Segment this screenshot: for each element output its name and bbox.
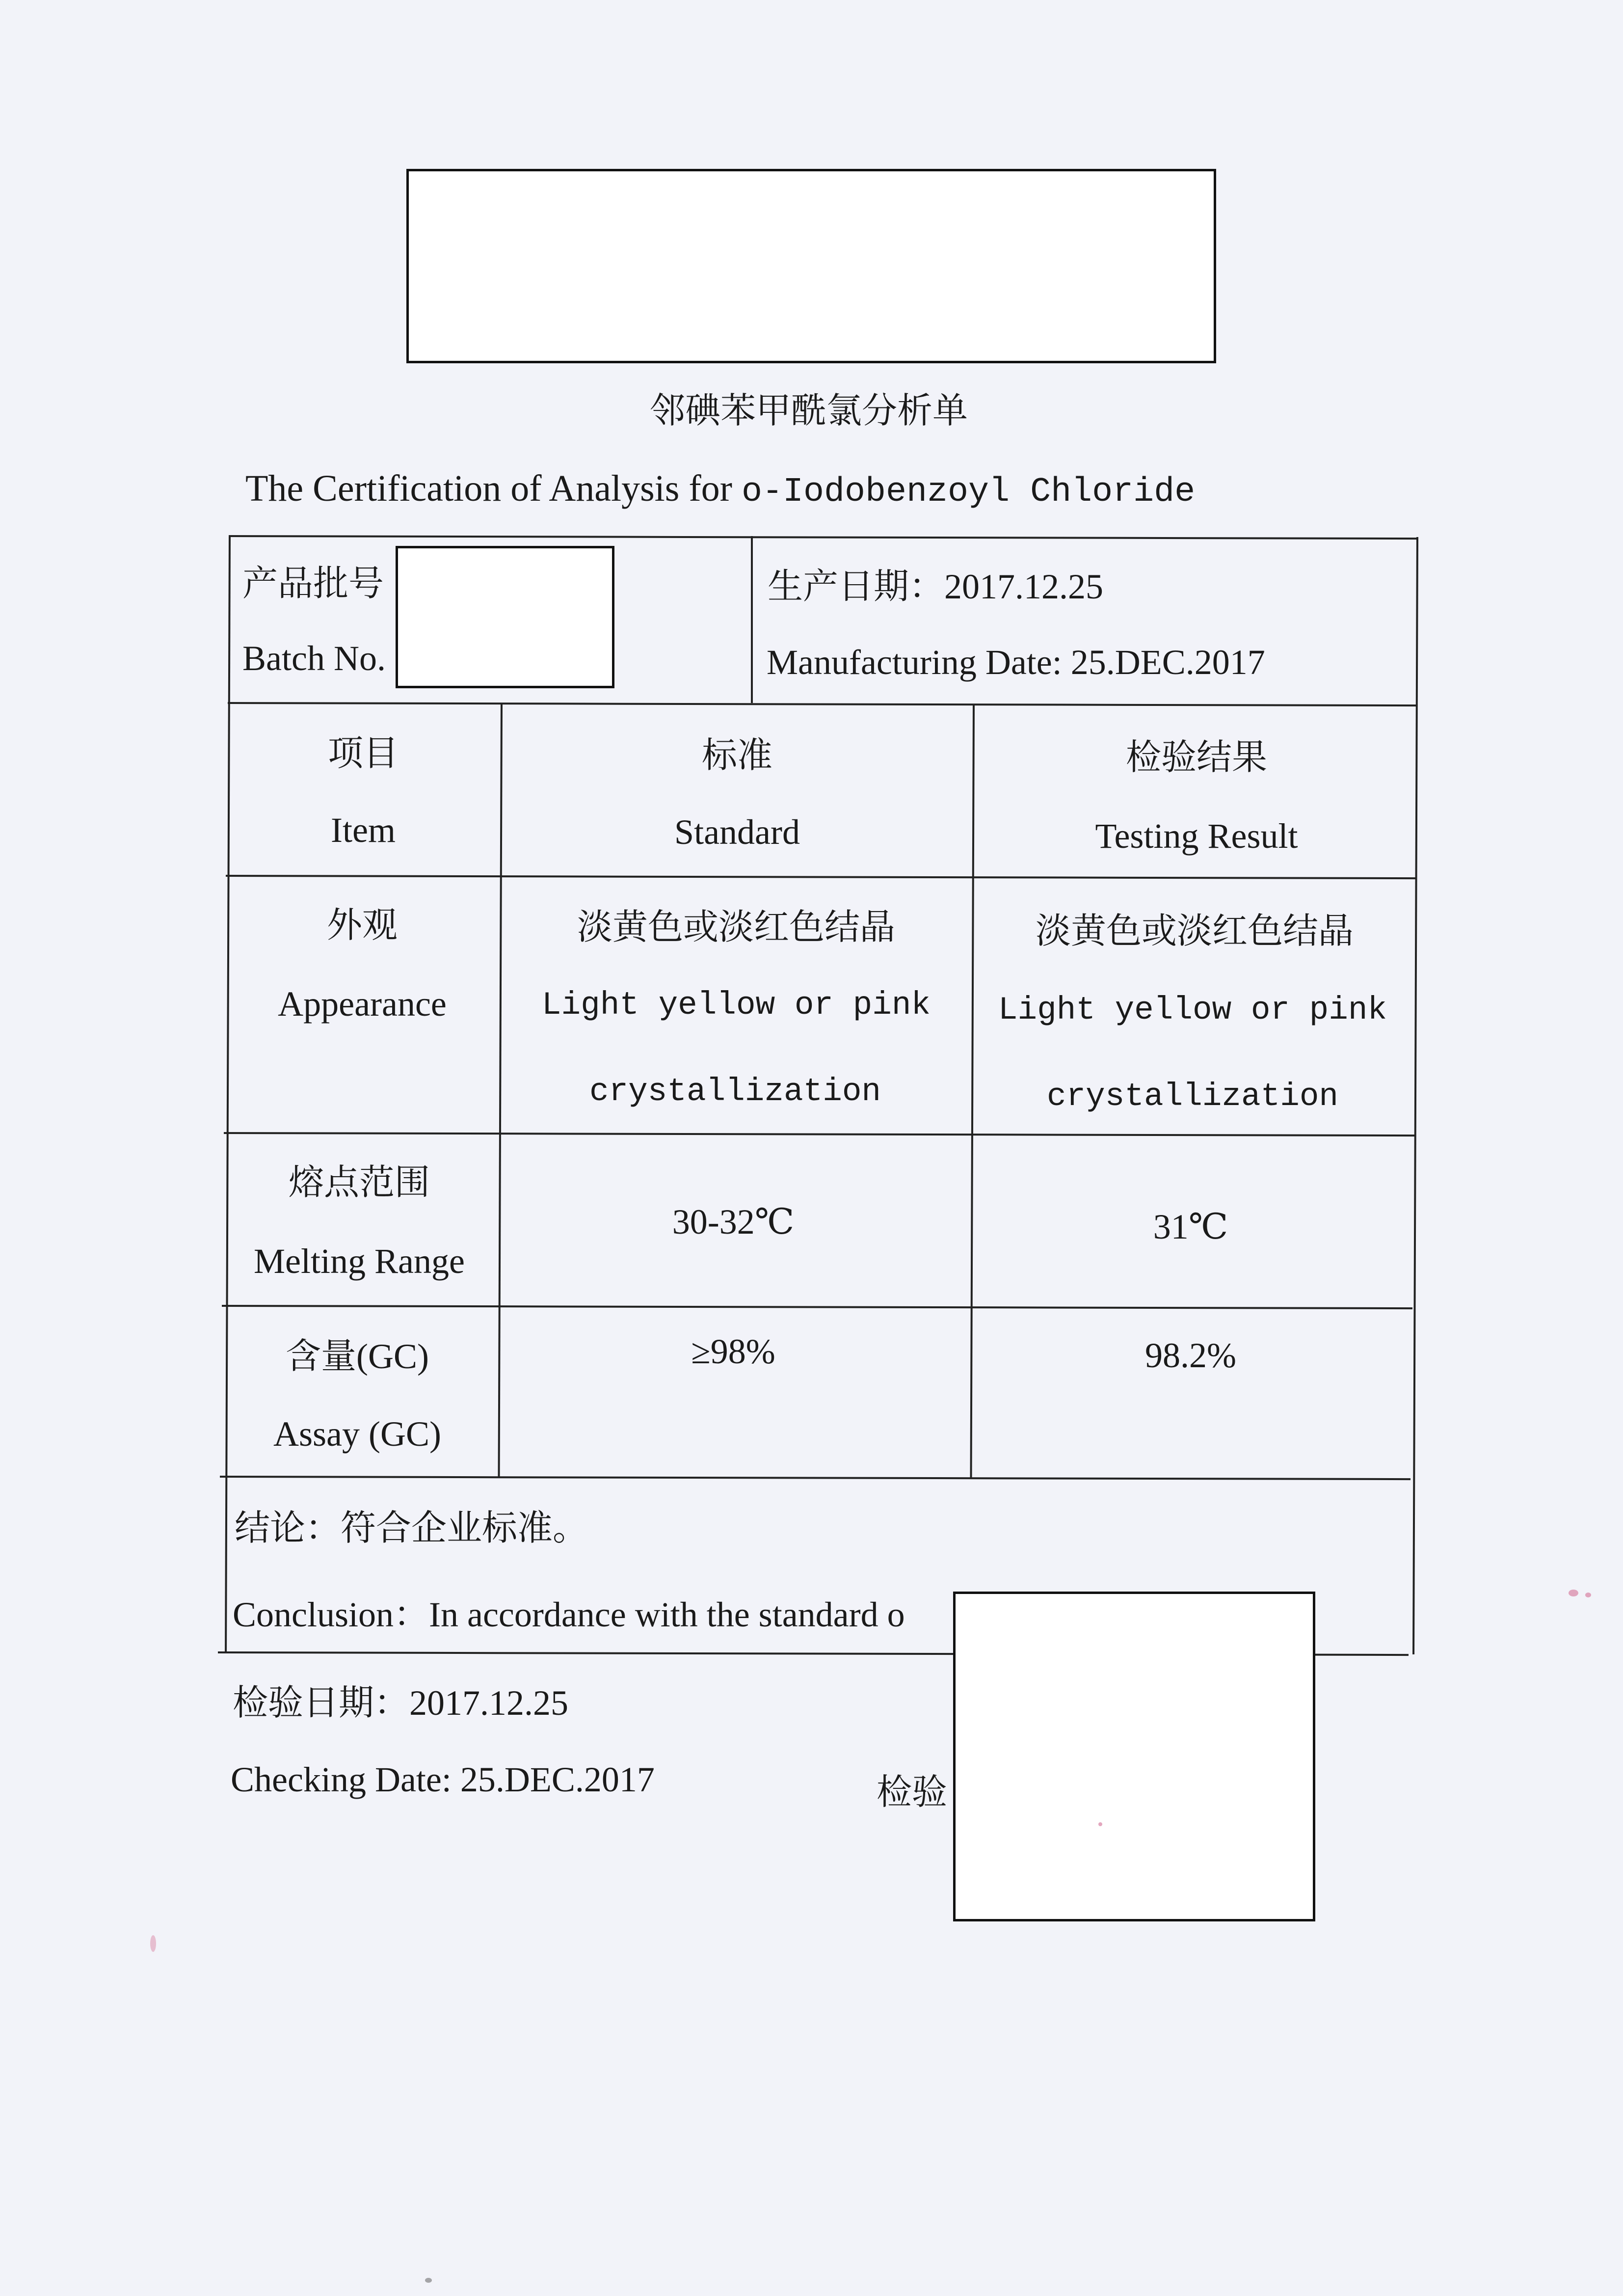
checking-date-en: Checking Date: 25.DEC.2017 (231, 1760, 655, 1799)
rule-row-3 (224, 1132, 1414, 1136)
appearance-standard-en-2: crystallization (589, 1073, 881, 1110)
appearance-standard-cn: 淡黄色或淡红色结晶 (577, 908, 896, 947)
appearance-result-cn: 淡黄色或淡红色结晶 (1035, 912, 1354, 951)
melting-item-en: Melting Range (254, 1242, 465, 1281)
melting-result: 31℃ (1153, 1207, 1228, 1246)
paper-speck (425, 2278, 432, 2283)
assay-item-cn: 含量(GC) (286, 1337, 429, 1376)
header-result-en: Testing Result (1095, 816, 1298, 856)
checking-date-cn: 检验日期：2017.12.25 (233, 1683, 569, 1723)
paper-speck (150, 1935, 156, 1952)
paper-speck (1569, 1590, 1578, 1596)
rule-left (225, 535, 231, 1652)
conclusion-en: Conclusion：In accordance with the standard o (233, 1595, 905, 1634)
melting-item-cn: 熔点范围 (288, 1163, 430, 1202)
melting-standard: 30-32℃ (672, 1202, 795, 1242)
header-item-en: Item (331, 810, 396, 850)
assay-item-en: Assay (GC) (273, 1414, 441, 1454)
header-item-cn: 项目 (327, 734, 399, 773)
batch-label-cn: 产品批号 (242, 564, 384, 603)
redacted-logo-box (406, 169, 1216, 363)
paper-speck (1098, 1822, 1102, 1826)
manufacturing-date-en: Manufacturing Date: 25.DEC.2017 (767, 643, 1265, 682)
rule-batch-divider (751, 536, 753, 703)
rule-row-4 (222, 1305, 1412, 1309)
rule-top (230, 535, 1417, 540)
header-standard-cn: 标准 (701, 736, 773, 775)
redacted-stamp-signature (953, 1592, 1315, 1921)
batch-label-en: Batch No. (242, 639, 386, 678)
appearance-item-en: Appearance (278, 984, 447, 1024)
rule-col-2 (970, 705, 975, 1478)
title-compound-name: o-Iodobenzoyl Chloride (741, 473, 1196, 512)
rule-row-2 (226, 875, 1416, 879)
rule-row-5 (220, 1476, 1410, 1480)
appearance-standard-en-1: Light yellow or pink (541, 987, 931, 1024)
title-english (245, 467, 1195, 512)
paper-speck (1585, 1593, 1591, 1597)
appearance-result-en-2: crystallization (1046, 1078, 1339, 1115)
assay-standard: ≥98% (691, 1332, 775, 1371)
inspector-label: 检验 (877, 1773, 948, 1812)
title-chinese: 邻碘苯甲酰氯分析单 (649, 391, 968, 431)
header-standard-en: Standard (674, 812, 800, 852)
rule-row-1 (228, 702, 1417, 706)
manufacturing-date-cn: 生产日期：2017.12.25 (768, 567, 1104, 606)
conclusion-cn: 结论：符合企业标准。 (235, 1509, 588, 1548)
header-result-cn: 检验结果 (1125, 738, 1268, 777)
redacted-batch-number (396, 546, 614, 688)
appearance-result-en-1: Light yellow or pink (998, 992, 1387, 1028)
rule-col-1 (498, 703, 503, 1477)
appearance-item-cn: 外观 (326, 906, 398, 945)
assay-result: 98.2% (1145, 1336, 1236, 1375)
title-english-prefix: The Certification of Analysis for (245, 468, 732, 509)
